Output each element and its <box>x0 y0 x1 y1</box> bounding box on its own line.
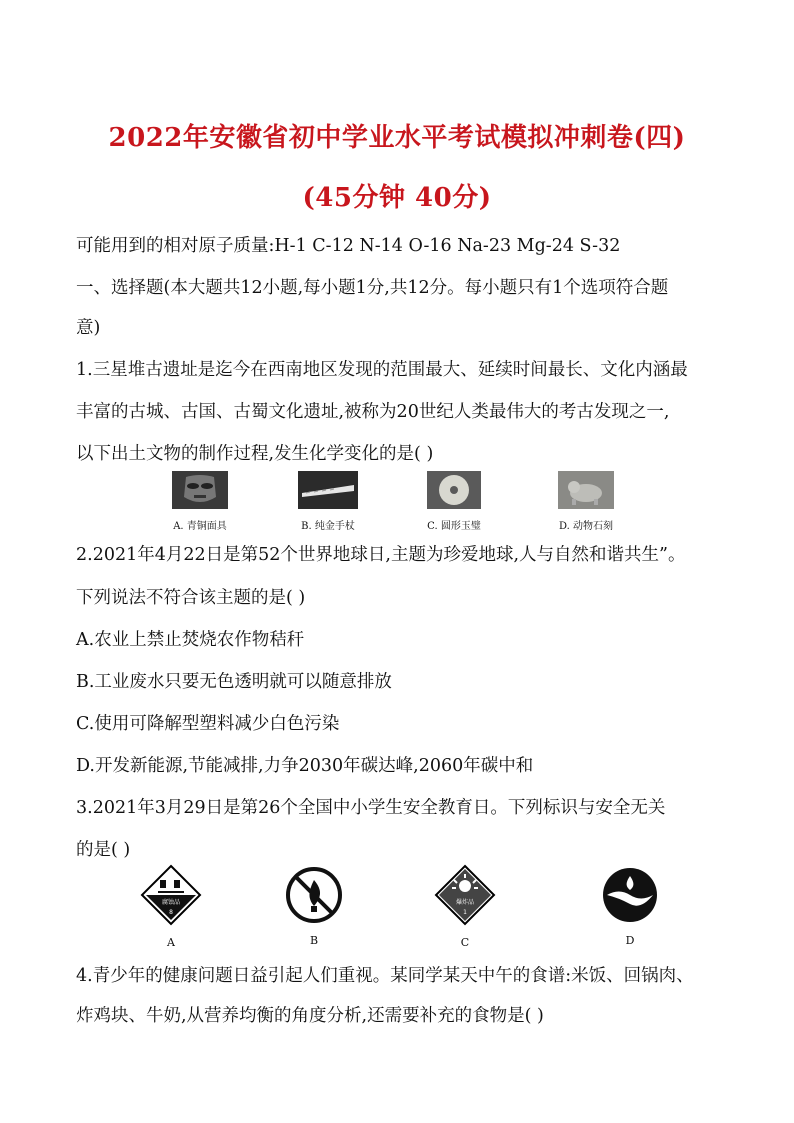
q4-text-line2: 炸鸡块、牛奶,从营养均衡的角度分析,还需要补充的食物是( ) <box>76 1006 544 1026</box>
exam-duration-score: (45分钟 40分) <box>302 183 492 213</box>
q1-caption-a: A. 青铜面具 <box>173 521 227 532</box>
q3-option-c <box>434 864 496 949</box>
q3-label-a: A <box>167 936 175 949</box>
no-fire-sign-icon <box>285 866 343 924</box>
q1-caption-b: B. 纯金手杖 <box>301 521 355 532</box>
q1-option-d <box>546 471 626 532</box>
jade-disc-image <box>427 471 481 509</box>
q3-label-c: C <box>460 936 470 949</box>
q1-option-a <box>160 471 240 532</box>
explosive-sign-label: 爆炸品 <box>455 899 475 906</box>
corrosive-sign-label: 腐蚀品 <box>161 899 181 906</box>
q2-option-b: B.工业废水只要无色透明就可以随意排放 <box>76 672 392 692</box>
q3-option-b <box>284 866 344 947</box>
water-saving-sign-icon <box>601 866 659 924</box>
corrosive-sign-icon <box>140 864 202 926</box>
stone-animal-image <box>558 471 614 509</box>
svg-text:1: 1 <box>463 909 467 916</box>
q2-text-line1: 2.2021年4月22日是第52个世界地球日,主题为珍爱地球,人与自然和谐共生”。 <box>76 545 686 565</box>
q1-option-c <box>414 471 494 532</box>
q3-text-line1: 3.2021年3月29日是第26个全国中小学生安全教育日。下列标识与安全无关 <box>76 798 666 818</box>
q3-option-a <box>140 864 202 949</box>
q2-option-a: A.农业上禁止焚烧农作物秸秆 <box>76 630 305 650</box>
q4-text-line1: 4.青少年的健康问题日益引起人们重视。某同学某天中午的食谱:米饭、回锅肉、 <box>76 966 694 986</box>
atomic-masses: 可能用到的相对原子质量:H-1 C-12 N-14 O-16 Na-23 Mg-24 S-32 <box>76 236 621 256</box>
q2-option-c: C.使用可降解型塑料减少白色污染 <box>76 714 340 734</box>
svg-text:8: 8 <box>169 909 173 916</box>
q3-text-line2: 的是( ) <box>76 840 131 860</box>
q1-caption-d: D. 动物石刻 <box>558 521 614 532</box>
q1-text-line1: 1.三星堆古遗址是迄今在西南地区发现的范围最大、延续时间最长、文化内涵最 <box>76 360 688 380</box>
q2-option-d: D.开发新能源,节能减排,力争2030年碳达峰,2060年碳中和 <box>76 756 534 776</box>
q1-caption-c: C. 圆形玉璧 <box>427 521 481 532</box>
q1-text-line2: 丰富的古城、古国、古蜀文化遗址,被称为20世纪人类最伟大的考古发现之一, <box>76 402 670 422</box>
q1-option-b <box>288 471 368 532</box>
exam-title: 2022年安徽省初中学业水平考试模拟冲刺卷(四) <box>108 123 686 153</box>
explosive-sign-icon <box>434 864 496 926</box>
q3-label-d: D <box>625 934 635 947</box>
q1-text-line3: 以下出土文物的制作过程,发生化学变化的是( ) <box>76 444 434 464</box>
gold-staff-image <box>298 471 358 509</box>
bronze-mask-image <box>172 471 228 509</box>
section-heading-line2: 意) <box>76 318 101 338</box>
q2-text-line2: 下列说法不符合该主题的是( ) <box>76 588 306 608</box>
q3-label-b: B <box>309 934 319 947</box>
q3-option-d <box>600 866 660 947</box>
section-heading-line1: 一、选择题(本大题共12小题,每小题1分,共12分。每小题只有1个选项符合题 <box>76 278 669 298</box>
